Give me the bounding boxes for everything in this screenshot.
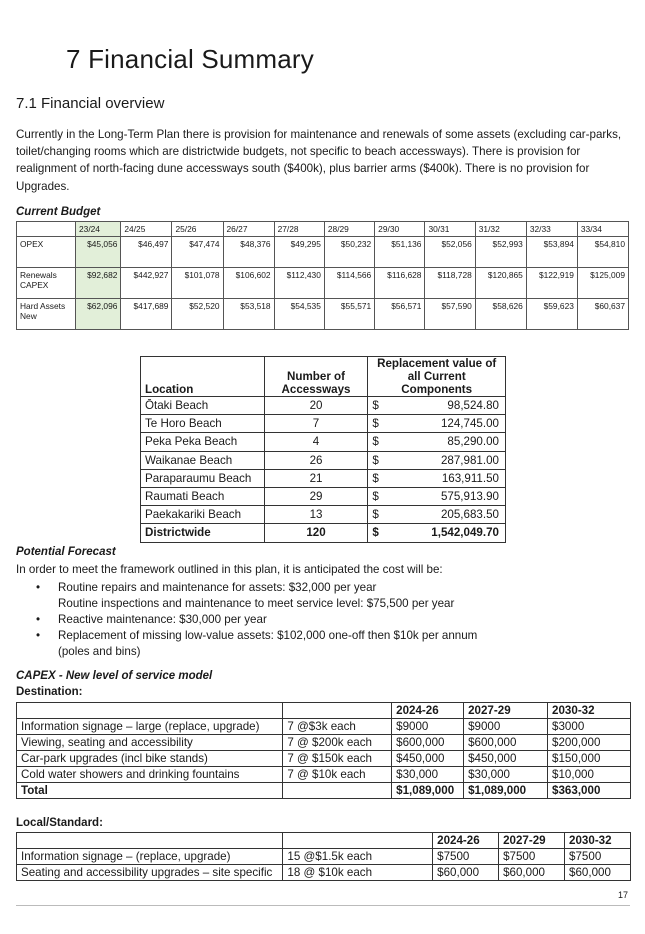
budget-row-label: Renewals CAPEX [17,268,76,299]
location-name: Paraparaumu Beach [141,469,265,487]
capex-value: $3000 [548,719,631,735]
capex-qty: 7 @ $200k each [283,735,392,751]
budget-cell: $53,894 [526,237,577,268]
budget-cell: $53,518 [223,299,274,330]
budget-cell: $51,136 [375,237,425,268]
bullet-line: Routine repairs and maintenance for assets: $32,000 per year [58,581,377,594]
capex-item: Car-park upgrades (incl bike stands) [17,751,283,767]
currency-symbol: $ [372,435,379,449]
budget-cell: $114,566 [324,268,374,299]
accessway-count: 7 [264,415,368,433]
location-row [141,433,506,451]
budget-row-label: OPEX [17,237,76,268]
budget-cell: $50,232 [324,237,374,268]
location-row [141,397,506,415]
budget-cell: $92,682 [76,268,121,299]
value-amount: 1,542,049.70 [431,526,499,540]
blank-cell [283,783,392,799]
budget-year: 29/30 [375,222,425,237]
total-label: Total [17,783,283,799]
budget-year: 27/28 [274,222,324,237]
table-row [17,865,631,881]
capex-qty: 18 @ $10k each [283,865,433,881]
location-row [141,469,506,487]
period-header: 2024-26 [433,833,499,849]
budget-cell: $62,096 [76,299,121,330]
budget-cell: $57,590 [425,299,475,330]
period-header: 2024-26 [392,703,464,719]
currency-symbol: $ [372,471,379,485]
capex-value: $30,000 [464,767,548,783]
budget-cell: $118,728 [425,268,475,299]
currency-symbol: $ [372,417,379,431]
section-heading: 7 Financial Summary [66,44,314,74]
value-amount: 287,981.00 [440,453,499,467]
intro-paragraph: Currently in the Long-Term Plan there is provision for maintenance and renewals of some assets (excluding car-parks, toilet/changing rooms which are districtwide budgets, not specific to beach accessways). There is provision for realignment of north-facing dune accessways south ($400k), plus barrier arms ($400k). There is no provision for Upgrades. [16,128,622,193]
bullet-icon: • [36,629,41,642]
budget-row-opex [17,237,629,268]
current-budget-table [16,221,629,330]
capex-value: $60,000 [433,865,499,881]
budget-cell: $417,689 [121,299,172,330]
value-amount: 575,913.90 [440,490,499,504]
currency-symbol: $ [372,399,379,413]
budget-corner-cell [17,222,76,237]
capex-item: Cold water showers and drinking fountains [17,767,283,783]
forecast-bullet-list [34,580,614,660]
budget-cell: $54,535 [274,299,324,330]
replacement-value [368,415,506,433]
capex-qty: 7 @ $10k each [283,767,392,783]
table-row [17,767,631,783]
capex-value: $9000 [464,719,548,735]
period-header: 2030-32 [548,703,631,719]
budget-year: 33/34 [577,222,628,237]
budget-year: 23/24 [76,222,121,237]
blank-cell [283,703,392,719]
capex-value: $7500 [499,849,565,865]
total-label: Districtwide [141,524,265,542]
capex-value: $9000 [392,719,464,735]
replacement-value [368,506,506,524]
table-row [17,849,631,865]
table-row [17,751,631,767]
accessway-count: 13 [264,506,368,524]
bullet-line: (poles and bins) [58,645,141,658]
replacement-value [368,469,506,487]
location-header-row [141,357,506,397]
capex-item: Information signage – (replace, upgrade) [17,849,283,865]
currency-symbol: $ [372,526,379,540]
capex-value: $600,000 [464,735,548,751]
capex-item: Information signage – large (replace, upgrade) [17,719,283,735]
capex-value: $7500 [565,849,631,865]
budget-cell: $55,571 [324,299,374,330]
table-row [17,719,631,735]
capex-value: $200,000 [548,735,631,751]
capex-value: $60,000 [499,865,565,881]
destination-label: Destination: [16,686,83,698]
bullet-icon: • [36,581,41,594]
location-row [141,415,506,433]
value-amount: 85,290.00 [447,435,499,449]
bullet-line: Routine inspections and maintenance to meet service level: $75,500 per year [58,597,455,610]
replacement-value [368,433,506,451]
list-item [34,628,614,660]
location-name: Ōtaki Beach [141,397,265,415]
budget-year: 25/26 [172,222,223,237]
accessway-count: 20 [264,397,368,415]
location-row [141,506,506,524]
location-name: Waikanae Beach [141,451,265,469]
budget-header-row [17,222,629,237]
budget-cell: $47,474 [172,237,223,268]
replacement-value [368,397,506,415]
accessway-count: 26 [264,451,368,469]
budget-cell: $58,626 [475,299,526,330]
budget-cell: $48,376 [223,237,274,268]
location-name: Peka Peka Beach [141,433,265,451]
budget-year: 32/33 [526,222,577,237]
budget-cell: $52,993 [475,237,526,268]
budget-cell: $60,637 [577,299,628,330]
value-amount: 98,524.80 [447,399,499,413]
location-total-row [141,524,506,542]
blank-cell [17,703,283,719]
capex-header-row [17,833,631,849]
capex-qty: 15 @$1.5k each [283,849,433,865]
forecast-title: Potential Forecast [16,546,116,558]
budget-cell: $54,810 [577,237,628,268]
budget-cell: $116,628 [375,268,425,299]
bullet-line: Replacement of missing low-value assets: $102,000 one-off then $10k per annum [58,629,478,642]
budget-cell: $122,919 [526,268,577,299]
budget-year: 30/31 [425,222,475,237]
capex-total-row [17,783,631,799]
capex-qty: 7 @$3k each [283,719,392,735]
capex-value: $450,000 [464,751,548,767]
capex-value: $7500 [433,849,499,865]
page-number: 17 [618,890,629,900]
budget-row-renewals [17,268,629,299]
capex-value: $10,000 [548,767,631,783]
budget-cell: $59,623 [526,299,577,330]
total-value [368,524,506,542]
budget-cell: $101,078 [172,268,223,299]
location-value-table [140,356,506,543]
currency-symbol: $ [372,508,379,522]
bullet-line: Reactive maintenance: $30,000 per year [58,613,267,626]
budget-cell: $49,295 [274,237,324,268]
capex-total-value: $1,089,000 [464,783,548,799]
value-amount: 205,683.50 [440,508,499,522]
location-row [141,487,506,505]
replacement-value [368,487,506,505]
location-name: Paekakariki Beach [141,506,265,524]
accessways-header: Number of Accessways [264,357,368,397]
location-name: Raumati Beach [141,487,265,505]
budget-cell: $125,009 [577,268,628,299]
capex-total-value: $363,000 [548,783,631,799]
table-row [17,735,631,751]
capex-value: $30,000 [392,767,464,783]
capex-item: Seating and accessibility upgrades – site specific [17,865,283,881]
capex-value: $60,000 [565,865,631,881]
bullet-icon: • [36,613,41,626]
budget-cell: $52,520 [172,299,223,330]
budget-cell: $442,927 [121,268,172,299]
period-header: 2027-29 [499,833,565,849]
replacement-value [368,451,506,469]
budget-year: 31/32 [475,222,526,237]
total-count: 120 [264,524,368,542]
accessway-count: 21 [264,469,368,487]
budget-cell: $52,056 [425,237,475,268]
location-row [141,451,506,469]
blank-cell [17,833,283,849]
capex-qty: 7 @ $150k each [283,751,392,767]
budget-cell: $112,430 [274,268,324,299]
budget-cell: $45,056 [76,237,121,268]
budget-cell: $106,602 [223,268,274,299]
period-header: 2030-32 [565,833,631,849]
forecast-intro: In order to meet the framework outlined in this plan, it is anticipated the cost will be: [16,563,443,576]
currency-symbol: $ [372,490,379,504]
blank-cell [283,833,433,849]
current-budget-title: Current Budget [16,206,101,218]
footer-divider [16,905,630,906]
value-amount: 163,911.50 [441,471,499,485]
capex-total-value: $1,089,000 [392,783,464,799]
budget-row-label: Hard Assets New [17,299,76,330]
list-item [34,580,614,612]
budget-year: 28/29 [324,222,374,237]
list-item [34,612,614,628]
location-name: Te Horo Beach [141,415,265,433]
budget-cell: $120,865 [475,268,526,299]
capex-value: $450,000 [392,751,464,767]
local-standard-label: Local/Standard: [16,817,103,829]
budget-year: 26/27 [223,222,274,237]
accessway-count: 4 [264,433,368,451]
capex-item: Viewing, seating and accessibility [17,735,283,751]
budget-cell: $46,497 [121,237,172,268]
budget-row-hard-assets [17,299,629,330]
budget-cell: $56,571 [375,299,425,330]
location-header: Location [141,357,265,397]
replacement-value-header: Replacement value of all Current Components [368,357,506,397]
capex-value: $150,000 [548,751,631,767]
period-header: 2027-29 [464,703,548,719]
destination-capex-table [16,702,631,799]
accessway-count: 29 [264,487,368,505]
subsection-heading: 7.1 Financial overview [16,95,165,112]
currency-symbol: $ [372,453,379,467]
capex-value: $600,000 [392,735,464,751]
local-capex-table [16,832,631,881]
capex-header-row [17,703,631,719]
capex-title: CAPEX - New level of service model [16,670,213,682]
budget-year: 24/25 [121,222,172,237]
value-amount: 124,745.00 [440,417,499,431]
